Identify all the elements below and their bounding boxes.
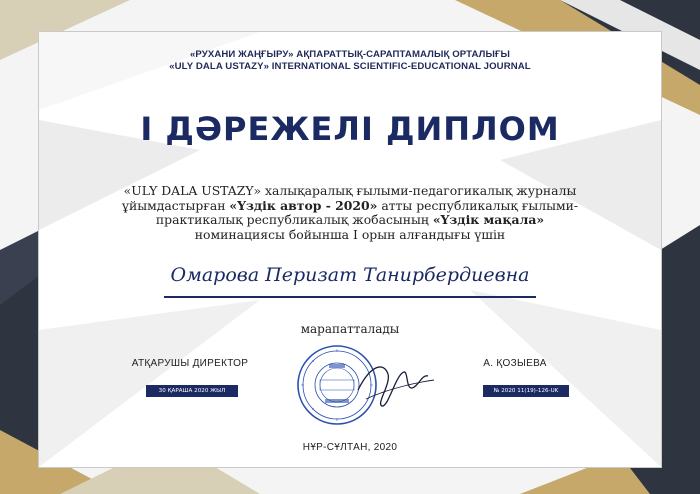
description-bold-2: «Үздік мақала» [432,212,545,227]
awarded-text: марапатталады [300,322,400,336]
registration-number-badge: № 2020 11(19)-126-UK [483,385,569,397]
director-title: АТҚАРУШЫ ДИРЕКТОР [131,358,249,369]
signatory-name: А. ҚОЗЫЕВА [483,358,547,369]
description-part-2: атты республикалық ғылыми-практикалық республикалық жобасының [155,197,579,227]
description-bold-1: «Үздік автор - 2020» [229,197,378,213]
description-part-3: номинациясы бойынша І орын алғандығы үшін [194,226,506,242]
header-line-2: «ULY DALA USTAZY» INTERNATIONAL SCIENTIFIC-EDUCATIONAL JOURNAL [169,61,531,72]
recipient-name: Омарова Перизат Танирбердиевна [170,264,530,286]
city-year: НҰР-СҰЛТАН, 2020 [302,442,398,453]
award-description [110,184,590,242]
header-line-1: «РУХАНИ ЖАҢҒЫРУ» АҚПАРАТТЫҚ-САРАПТАМАЛЫҚ ОРТАЛЫҒЫ [189,49,511,60]
diploma-title: І ДӘРЕЖЕЛІ ДИПЛОМ [140,110,560,148]
description-part-1: «ULY DALA USTAZY» халықаралық ғылыми-педагогикалық журналы ұйымдастырған [121,183,577,213]
official-stamp [296,344,446,430]
date-badge: 30 ҚАРАША 2020 ЖЫЛ [146,385,238,397]
recipient-underline [164,296,536,298]
